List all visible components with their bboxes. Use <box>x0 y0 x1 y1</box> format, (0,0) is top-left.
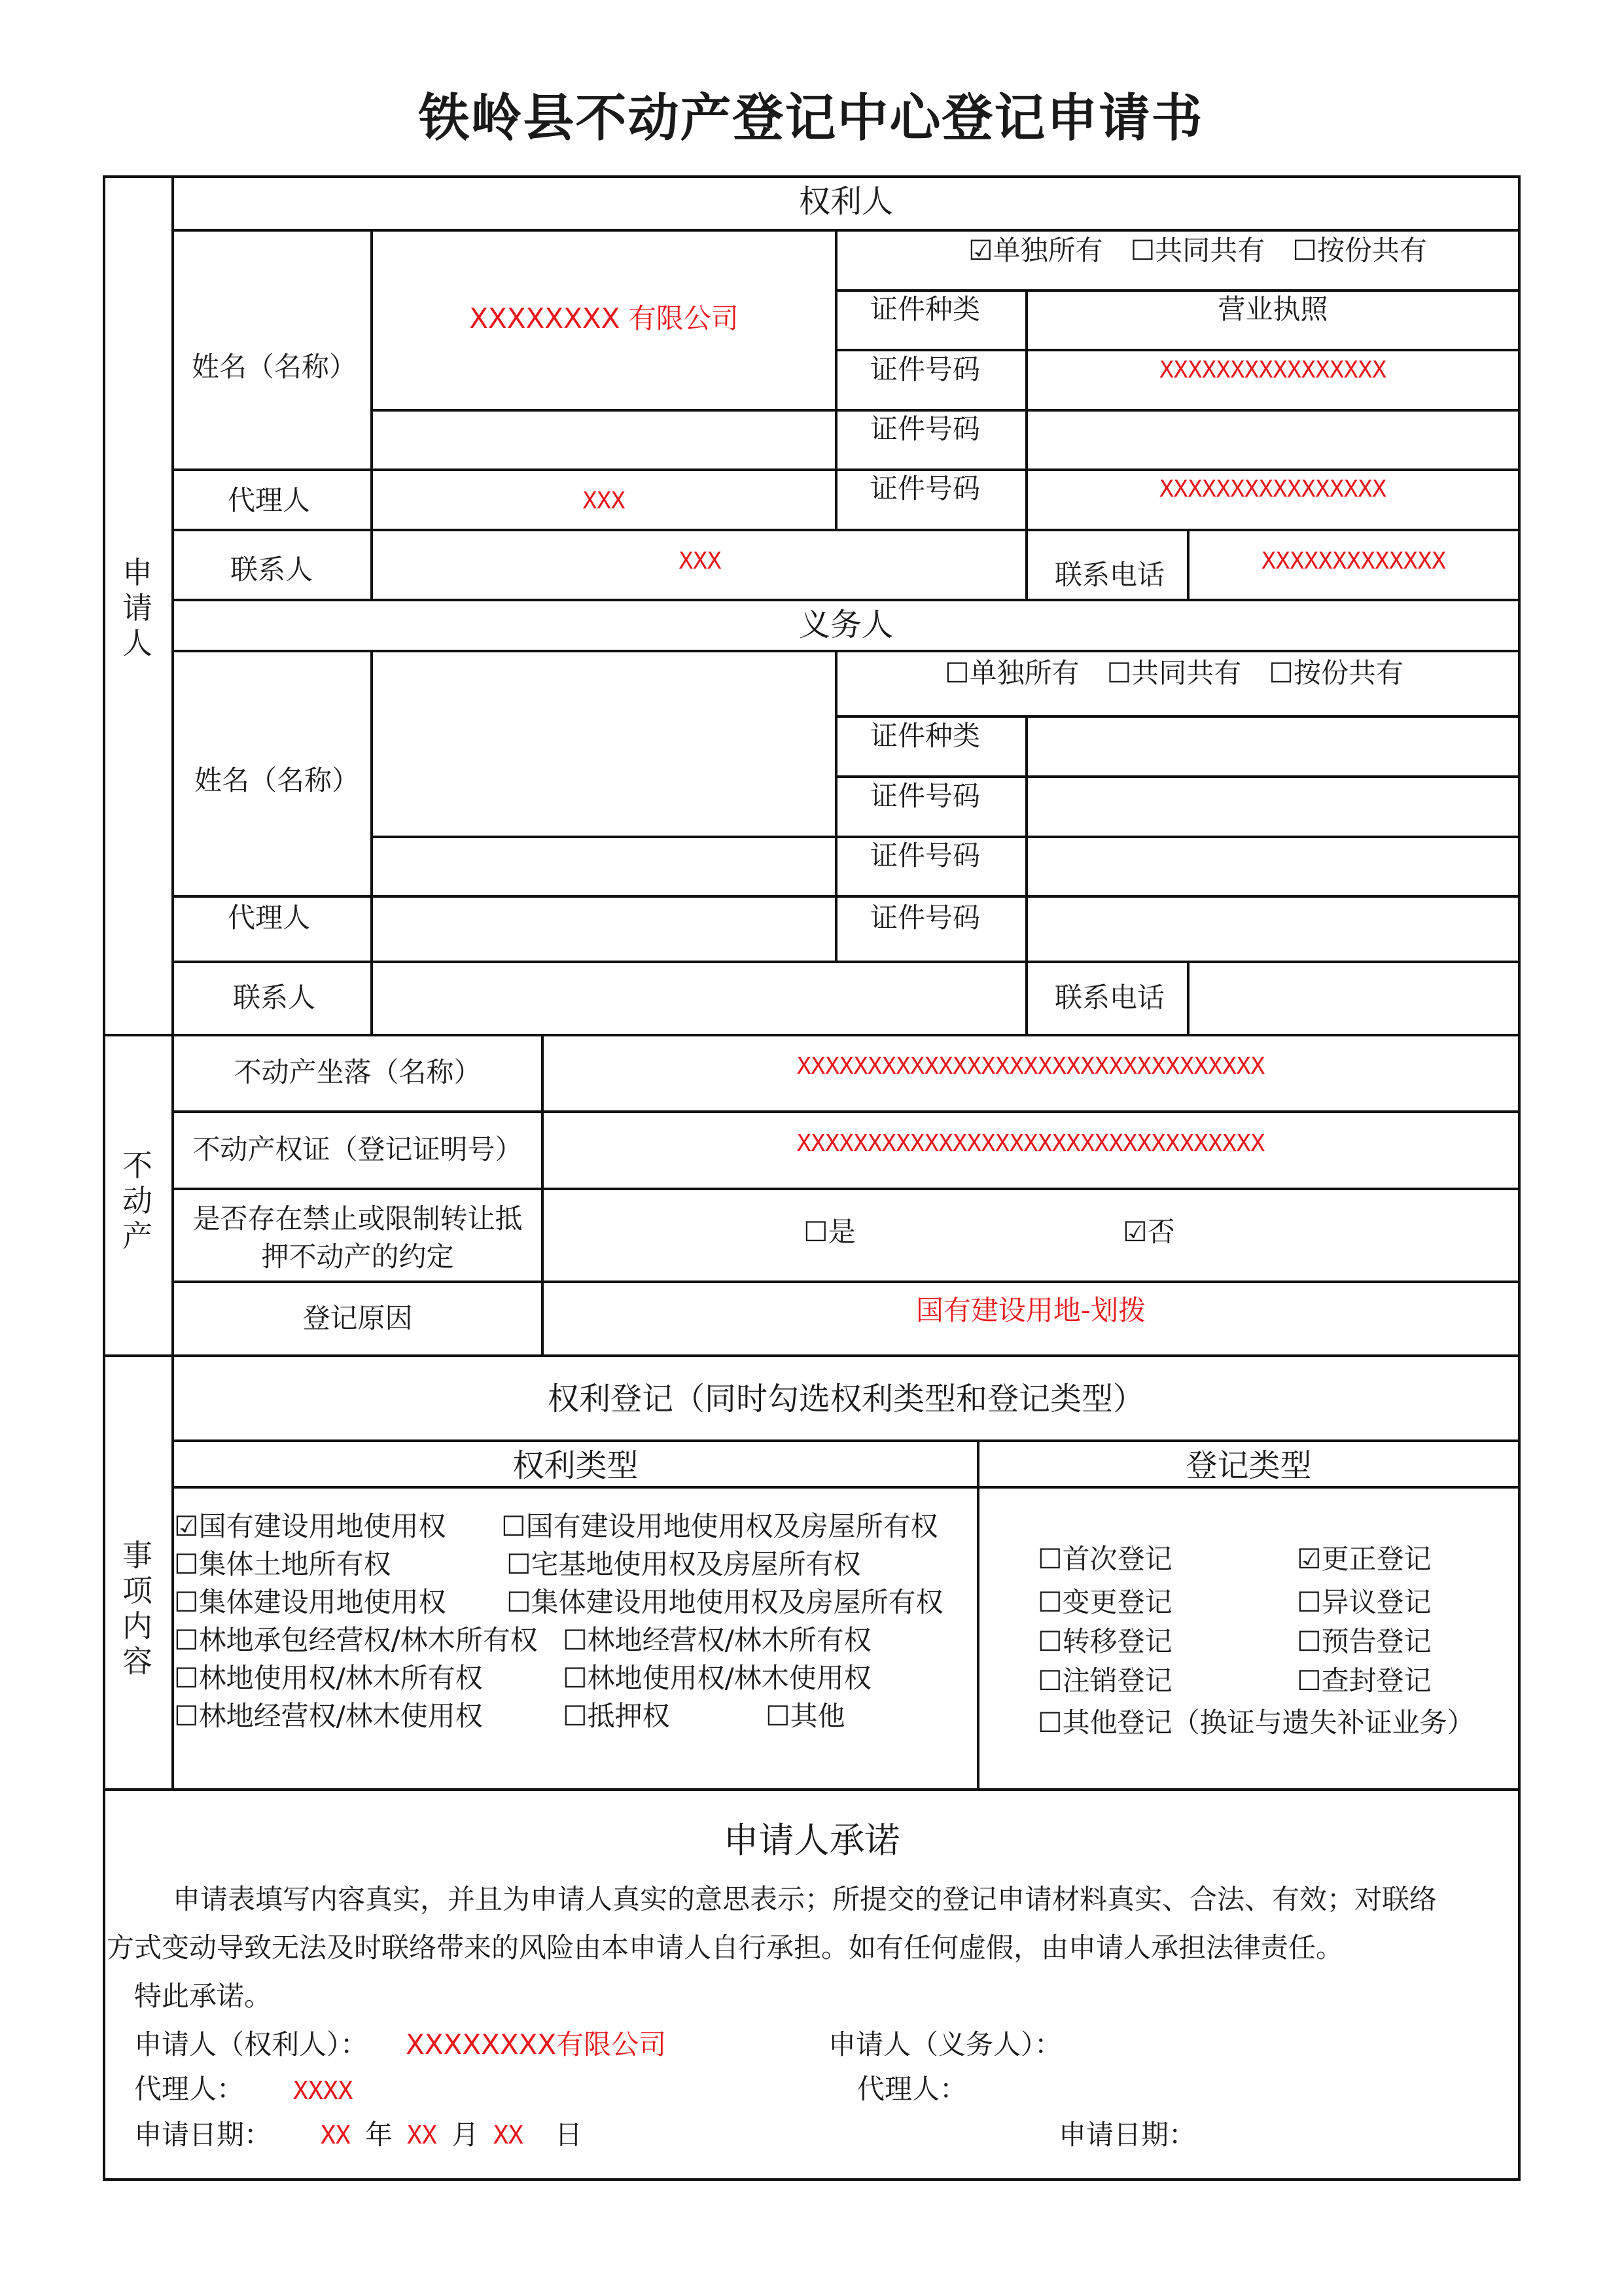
obligor-name-label: 姓名（名称） <box>194 764 360 796</box>
date-year-value[interactable]: XX <box>321 2121 351 2149</box>
realty-restrict-label: 是否存在禁止或限制转让抵 <box>192 1203 523 1235</box>
right-type-option[interactable]: ☐林地承包经营权/林木所有权 <box>174 1624 538 1656</box>
promise-title: 申请人承诺 <box>723 1820 900 1861</box>
obligee-phone-label: 联系电话 <box>1055 559 1165 591</box>
realty-location-label: 不动产坐落（名称） <box>234 1056 482 1088</box>
obligor-agent-label: 代理人 <box>228 902 311 934</box>
row-line <box>372 836 1521 838</box>
obligee-contact-value[interactable]: XXX <box>679 548 722 574</box>
side-label-matters: 事项内容 <box>122 1538 152 1679</box>
row-line <box>171 961 1521 963</box>
date-label-2: 申请日期： <box>1059 2119 1197 2151</box>
row-line <box>171 1486 1521 1489</box>
section-divider <box>103 1354 1521 1357</box>
obligee-id-type-value[interactable]: 营业执照 <box>1218 293 1328 325</box>
border-left <box>103 175 105 2181</box>
promise-text-line-3: 特此承诺。 <box>134 1980 272 2012</box>
right-type-option[interactable]: ☑国有建设用地使用权 <box>174 1510 446 1542</box>
obligee-agent-id-label: 证件号码 <box>870 472 981 504</box>
right-type-option[interactable]: ☐集体建设用地使用权及房屋所有权 <box>506 1586 943 1618</box>
realty-restrict-no[interactable]: ☑否 <box>1123 1216 1175 1248</box>
right-type-option[interactable]: ☐宅基地使用权及房屋所有权 <box>506 1548 861 1580</box>
side-column-line <box>171 175 174 1790</box>
obligor-id-no-label: 证件号码 <box>870 780 981 812</box>
obligee-agent-id-value[interactable]: XXXXXXXXXXXXXXXX <box>1159 476 1386 503</box>
right-type-option[interactable]: ☐林地使用权/林木所有权 <box>174 1662 483 1694</box>
obligee-contact-label: 联系人 <box>230 554 313 586</box>
agent-sign-value[interactable]: XXXX <box>293 2076 353 2105</box>
right-type-option[interactable]: ☐抵押权 <box>563 1700 670 1732</box>
col-line <box>1187 961 1190 1034</box>
reg-type-option[interactable]: ☐预告登记 <box>1297 1625 1432 1657</box>
border-right <box>1518 175 1521 2181</box>
realty-cert-label: 不动产权证（登记证明号） <box>192 1133 523 1165</box>
col-line <box>370 650 373 1034</box>
side-label-realty: 不动产 <box>122 1148 152 1254</box>
col-line <box>977 1439 979 1790</box>
page-title: 铁岭县不动产登记中心登记申请书 <box>418 89 1204 148</box>
obligor-phone-label: 联系电话 <box>1055 981 1165 1014</box>
row-line <box>171 895 1521 898</box>
obligee-id-no-label: 证件号码 <box>870 353 981 385</box>
reg-type-option[interactable]: ☑更正登记 <box>1297 1543 1432 1575</box>
row-line <box>372 409 1521 412</box>
right-type-header: 权利类型 <box>512 1447 639 1484</box>
section-divider <box>103 1034 1521 1036</box>
row-line <box>171 229 1521 232</box>
obligee-name-label: 姓名（名称） <box>192 351 357 383</box>
row-line <box>171 650 1521 652</box>
promise-text-line-2: 方式变动导致无法及时联络带来的风险由本申请人自行承担。如有任何虚假，由申请人承担法律责任。 <box>107 1932 1344 1964</box>
reg-type-option[interactable]: ☐转移登记 <box>1038 1625 1172 1657</box>
right-type-option[interactable]: ☐林地使用权/林木使用权 <box>563 1662 872 1694</box>
row-line <box>836 289 1521 292</box>
col-line <box>370 229 373 599</box>
date-label: 申请日期： <box>134 2119 272 2151</box>
right-type-option[interactable]: ☐林地经营权/林木所有权 <box>563 1624 872 1656</box>
reg-type-option[interactable]: ☐其他登记（换证与遗失补证业务） <box>1038 1706 1475 1739</box>
date-day-label: 日 <box>555 2119 583 2151</box>
right-type-option[interactable]: ☐林地经营权/林木使用权 <box>174 1700 483 1732</box>
side-label-applicant: 申请人 <box>122 555 152 661</box>
realty-restrict-yes[interactable]: ☐是 <box>803 1216 856 1248</box>
obligor-contact-label: 联系人 <box>233 981 316 1014</box>
obligee-ownership[interactable]: ☑单独所有 ☐共同共有 ☐按份共有 <box>968 234 1427 266</box>
obligee-id-no-label-2: 证件号码 <box>870 413 981 445</box>
row-line <box>836 349 1521 351</box>
obligee-agent-value[interactable]: XXX <box>582 487 626 514</box>
obligee-id-type-label: 证件种类 <box>870 293 981 325</box>
right-type-option[interactable]: ☐国有建设用地使用权及房屋所有权 <box>501 1510 938 1542</box>
border-bottom <box>103 2178 1521 2181</box>
obligor-id-no-label-2: 证件号码 <box>870 839 981 872</box>
reg-type-option[interactable]: ☐首次登记 <box>1038 1543 1172 1575</box>
col-line <box>835 650 837 961</box>
agent-sign-label-2: 代理人： <box>857 2073 968 2105</box>
realty-reason-label: 登记原因 <box>302 1302 413 1334</box>
matters-header: 权利登记（同时勾选权利类型和登记类型） <box>547 1381 1144 1417</box>
border-top <box>103 175 1521 178</box>
realty-cert-value[interactable]: XXXXXXXXXXXXXXXXXXXXXXXXXXXXXXXXX <box>796 1130 1265 1157</box>
reg-type-option[interactable]: ☐查封登记 <box>1297 1665 1432 1697</box>
date-month-value[interactable]: XX <box>407 2121 437 2149</box>
agent-sign-label: 代理人： <box>134 2073 245 2105</box>
reg-type-option[interactable]: ☐异议登记 <box>1297 1586 1432 1618</box>
reg-type-option[interactable]: ☐注销登记 <box>1038 1665 1172 1697</box>
obligor-header: 义务人 <box>798 607 893 643</box>
obligee-name-value[interactable]: XXXXXXXX 有限公司 <box>469 302 739 334</box>
promise-text-line-1: 申请表填写内容真实，并且为申请人真实的意思表示；所提交的登记申请材料真实、合法、有效；对联络 <box>173 1883 1437 1915</box>
obligee-sign-label: 申请人（权利人）： <box>134 2028 368 2060</box>
realty-reason-value[interactable]: 国有建设用地-划拨 <box>915 1294 1146 1326</box>
obligor-ownership[interactable]: ☐单独所有 ☐共同共有 ☐按份共有 <box>945 657 1403 689</box>
row-line <box>171 599 1521 601</box>
obligor-id-type-label: 证件种类 <box>870 720 981 752</box>
realty-location-value[interactable]: XXXXXXXXXXXXXXXXXXXXXXXXXXXXXXXXX <box>796 1053 1265 1080</box>
obligor-agent-id-label: 证件号码 <box>870 902 981 934</box>
row-line <box>171 468 1521 471</box>
section-divider <box>103 1788 1521 1791</box>
obligee-phone-value[interactable]: XXXXXXXXXXXXX <box>1261 548 1446 574</box>
reg-type-option[interactable]: ☐变更登记 <box>1038 1586 1172 1618</box>
obligee-agent-label: 代理人 <box>228 484 311 516</box>
row-line <box>836 715 1521 718</box>
reg-type-header: 登记类型 <box>1186 1447 1312 1484</box>
date-day-value[interactable]: XX <box>493 2121 523 2149</box>
col-line <box>1025 715 1028 1034</box>
row-line <box>171 1439 1521 1442</box>
obligee-id-no-value[interactable]: XXXXXXXXXXXXXXXX <box>1159 357 1386 383</box>
obligor-sign-label: 申请人（义务人）： <box>828 2028 1063 2060</box>
right-type-option[interactable]: ☐其他 <box>766 1700 845 1732</box>
obligee-sign-value[interactable]: XXXXXXXX有限公司 <box>406 2028 667 2060</box>
date-year-label: 年 <box>365 2119 393 2151</box>
row-line <box>171 1110 1521 1113</box>
row-line <box>171 1188 1521 1190</box>
obligee-header: 权利人 <box>798 183 893 220</box>
row-line <box>171 529 1521 531</box>
date-month-label: 月 <box>451 2119 480 2151</box>
right-type-option[interactable]: ☐集体建设用地使用权 <box>174 1586 446 1618</box>
realty-restrict-label-2: 押不动产的约定 <box>261 1241 454 1273</box>
right-type-option[interactable]: ☐集体土地所有权 <box>174 1548 391 1580</box>
col-line <box>835 229 837 531</box>
row-line <box>171 1280 1521 1283</box>
row-line <box>836 775 1521 778</box>
